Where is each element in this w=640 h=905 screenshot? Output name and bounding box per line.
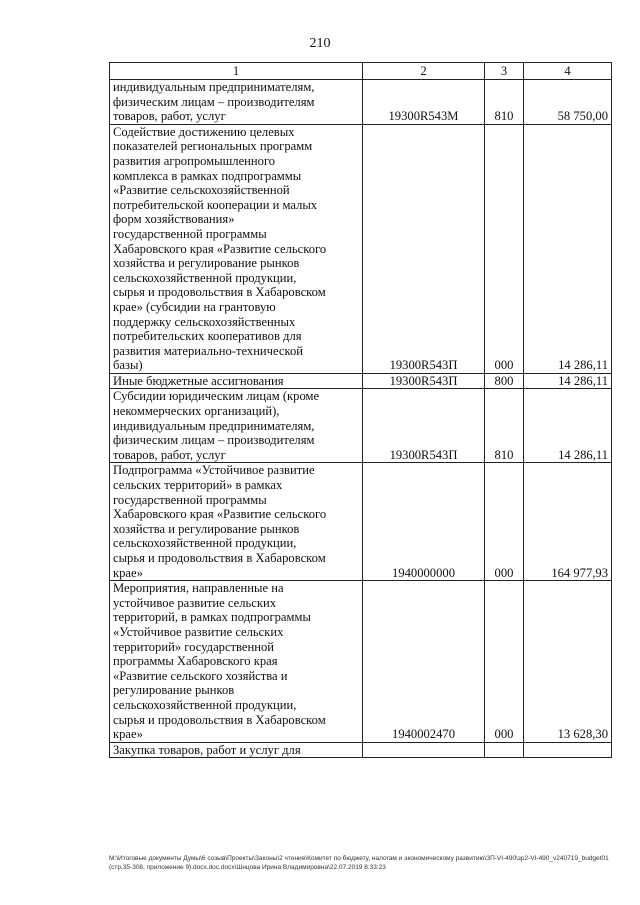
row-amount [524,742,612,758]
row-code: 1940002470 [363,581,485,743]
table-row [110,581,612,743]
row-expense-type: 810 [485,80,524,125]
row-code: 19300R543П [363,124,485,373]
table-row [110,389,612,463]
header-cell-3: 3 [485,63,524,80]
table-row [110,80,612,125]
row-description: Субсидии юридическим лицам (кроме некоммерческих организаций), индивидуальным предпринимателям, физическим лицам – производителям товаров, работ, услуг [110,389,363,463]
row-amount: 164 977,93 [524,463,612,581]
table-header-row [110,63,612,80]
header-cell-1: 1 [110,63,363,80]
row-expense-type: 000 [485,463,524,581]
row-amount: 13 628,30 [524,581,612,743]
table-row [110,373,612,389]
table-row [110,124,612,373]
row-expense-type: 800 [485,373,524,389]
table-row [110,463,612,581]
row-description: Подпрограмма «Устойчивое развитие сельских территорий» в рамках государственной программы Хабаровского края «Развитие сельского хозяйства и регулирование рынков сельскохозяйственной продукции, сырья и продовольствия в Хабаровском крае» [110,463,363,581]
row-amount: 14 286,11 [524,373,612,389]
row-code: 19300R543П [363,373,485,389]
row-expense-type: 000 [485,581,524,743]
table-row [110,742,612,758]
page-number: 210 [309,36,331,51]
header-cell-2: 2 [363,63,485,80]
row-description: Содействие достижению целевых показателей региональных программ развития агропромышленного комплекса в рамках подпрограммы «Развитие сельскохозяйственной потребительской кооперации и малых форм хозяйствования» государственной программы Хабаровского края «Развитие сельского хозяйства и регулирование рынков сельскохозяйственной продукции, сырья и продовольствия в Хабаровском крае» (субсидии на грантовую поддержку сельскохозяйственных потребительских кооперативов для развития материально-технической базы) [110,124,363,373]
row-expense-type: 810 [485,389,524,463]
row-description: индивидуальным предпринимателям, физическим лицам – производителям товаров, работ, услуг [110,80,363,125]
row-amount: 14 286,11 [524,124,612,373]
row-code: 1940000000 [363,463,485,581]
row-description: Иные бюджетные ассигнования [110,373,363,389]
budget-table [109,62,612,758]
row-expense-type: 000 [485,124,524,373]
row-expense-type [485,742,524,758]
header-cell-4: 4 [524,63,612,80]
row-code: 19300R543M [363,80,485,125]
row-amount: 58 750,00 [524,80,612,125]
row-amount: 14 286,11 [524,389,612,463]
row-code: 19300R543П [363,389,485,463]
file-path-footer: M:\Итоговые документы Думы\6 созыв\Проекты\Законы\2 чтение\Комитет по бюджету, налогам и экономическому развитию\ЗП-VI-490\зр2-VI-490_v240719_budget01(стр.35-308, приложение 9).docx.doc.docx\Шнцова Ирина Владимировна\22.07.2019 8:33:23 [109,855,609,871]
row-description: Закупка товаров, работ и услуг для [110,742,363,758]
row-code [363,742,485,758]
row-description: Мероприятия, направленные на устойчивое развитие сельских территорий, в рамках подпрограммы «Устойчивое развитие сельских территорий» государственной программы Хабаровского края «Развитие сельского хозяйства и регулирование рынков сельскохозяйственной продукции, сырья и продовольствия в Хабаровском крае» [110,581,363,743]
